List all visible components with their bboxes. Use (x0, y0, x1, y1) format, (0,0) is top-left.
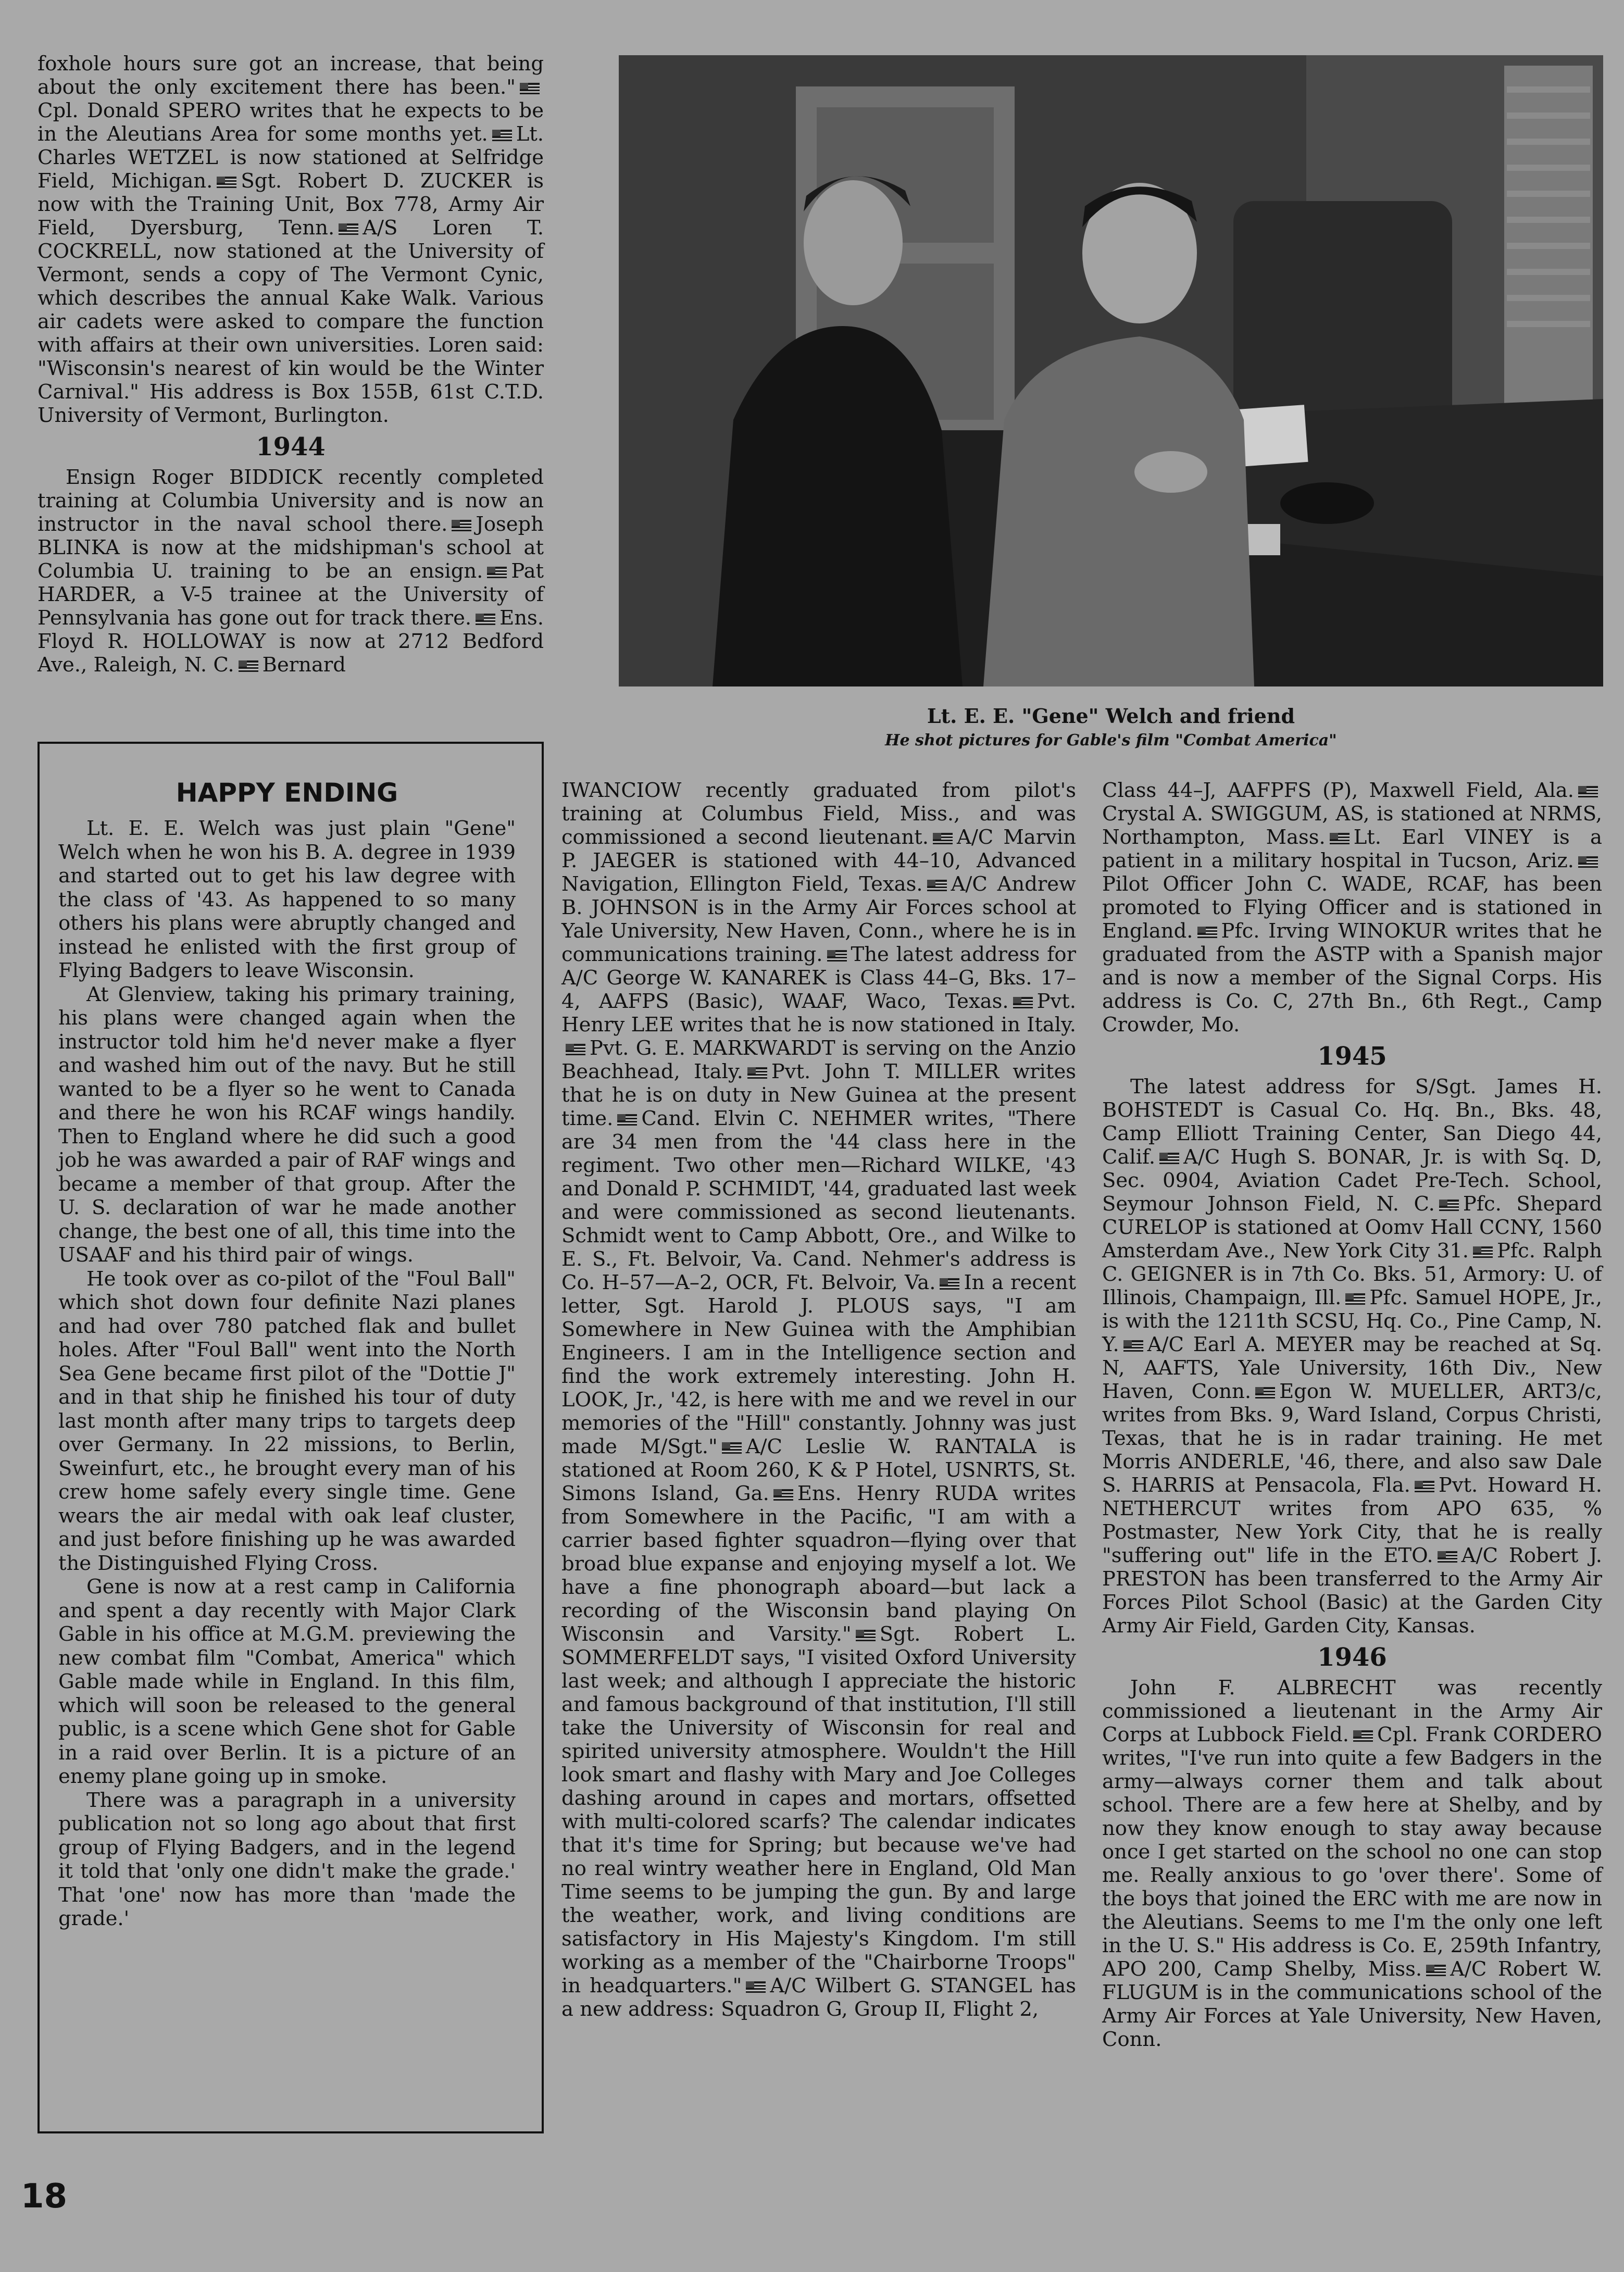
flag-icon (1415, 1481, 1434, 1492)
section-heading-1944: 1944 (256, 432, 326, 461)
flag-icon (520, 83, 540, 94)
section-heading-1945: 1945 (1317, 1042, 1387, 1071)
flag-icon (722, 1442, 742, 1454)
article-paragraph: Lt. E. E. Welch was just plain "Gene" Welch when he won his B. A. degree in 1939 and started out to get his law degree with the class of '43. As happened to so many others his plans were abruptly changed and instead he enlisted with the first group of Flying Badgers to leave Wisconsin. (58, 817, 516, 982)
col3-paragraph: Class 44–J, AAFPFS (P), Maxwell Field, Ala.Crystal A. SWIGGUM, AS, is stationed at NRMS, Northampton, Mass. Lt. Earl VINEY is a patient in a military hospital in Tucson, Ariz.Pilot Officer John C. WADE, RCAF, has been promoted to Flying Officer and is stationed in England. Pfc. Irving WINOKUR writes that he graduated from the ASTP with a Spanish major and is now a member of the Signal Corps. His address is Co. C, 27th Bn., 6th Regt., Camp Crowder, Mo. (1102, 779, 1602, 1037)
flag-icon (487, 567, 507, 578)
flag-icon (933, 833, 953, 844)
col1-paragraph: Ensign Roger BIDDICK recently completed training at Columbia University and is now an instructor in the naval school there. Joseph BLINKA is now at the midshipman's school at Columbia U. training to be an ensign. Pat HARDER, a V-5 trainee at the University of Pennsylvania has gone out for track there. Ens. Floyd R. HOLLOWAY is now at 2712 Bedford Ave., Raleigh, N. C. Bernard (38, 466, 544, 677)
flag-icon (476, 614, 495, 625)
flag-icon (492, 130, 512, 141)
flag-icon (747, 1067, 767, 1079)
flag-icon (856, 1630, 876, 1641)
photo-welch-and-gable (619, 55, 1603, 686)
article-paragraph: There was a paragraph in a university publication not so long ago about that first group of Flying Badgers, and in the legend it told that 'only one didn't make the grade.' That 'one' now has more than 'made the grade.' (58, 1788, 516, 1930)
article-paragraph: He took over as co-pilot of the "Foul Ball" which shot down four definite Nazi planes and had over 780 patched flak and bullet holes. After "Foul Ball" went into the North Sea Gene became first pilot of the "Dottie J" and in that ship he finished his tour of duty last month after many trips to targets deep over Germany. In 22 missions, to Berlin, Sweinfurt, etc., he brought every man of his crew home safely every single time. Gene wears the air medal with oak leaf cluster, and just before finishing up he was awarded the Distinguished Flying Cross. (58, 1267, 516, 1575)
flag-icon (1426, 1965, 1446, 1976)
flag-icon (1578, 856, 1598, 868)
section-heading-1946: 1946 (1317, 1643, 1387, 1672)
flag-icon (617, 1114, 637, 1126)
flag-icon (1013, 997, 1033, 1008)
flag-icon (1123, 1340, 1143, 1352)
happy-ending-article (58, 776, 516, 1931)
flag-icon (452, 520, 471, 531)
flag-icon (339, 223, 358, 235)
column-right (1102, 779, 1602, 2143)
article-paragraph: Gene is now at a rest camp in California and spent a day recently with Major Clark Gable in his office at M.G.M. previewing the new combat film "Combat, America" which Gable made while in England. In this film, which will soon be released to the general public, is a scene which Gene shot for Gable in a raid over Berlin. It is a picture of an enemy plane going up in smoke. (58, 1575, 516, 1788)
column-left-top (38, 52, 544, 729)
flag-icon (217, 177, 236, 188)
article-title: HAPPY ENDING (176, 778, 398, 808)
flag-icon (940, 1278, 959, 1290)
col3-paragraph: The latest address for S/Sgt. James H. BOHSTEDT is Casual Co. Hq. Bn., Bks. 48, Camp Elliott Training Center, San Diego 44, Calif. A/C Hugh S. BONAR, Jr. is with Sq. D, Sec. 0904, Aviation Cadet Pre-Tech. School, Seymour Johnson Field, N. C. Pfc. Shepard CURELOP is stationed at Oomv Hall CCNY, 1560 Amsterdam Ave., New York City 31. Pfc. Ralph C. GEIGNER is in 7th Co. Bks. 51, Armory: U. of Illinois, Champaign, Ill. Pfc. Samuel HOPE, Jr., is with the 1211th SCSU, Hq. Co., Pine Camp, N. Y. A/C Earl A. MEYER may be reached at Sq. N, AAFTS, Yale University, 16th Div., New Haven, Conn. Egon W. MUELLER, ART3/c, writes from Bks. 9, Ward Island, Corpus Christi, Texas, that he is in radar training. He met Morris ANDERLE, '46, there, and also saw Dale S. HARRIS at Pensacola, Fla. Pvt. Howard H. NETHERCUT writes from APO 635, % Postmaster, New York City, that he is really "suffering out" life in the ETO. A/C Robert J. PRESTON has been transferred to the Army Air Forces Pilot School (Basic) at the Garden City Army Air Field, Garden City, Kansas. (1102, 1075, 1602, 1638)
flag-icon (1159, 1153, 1179, 1164)
flag-icon (566, 1044, 585, 1055)
flag-icon (1345, 1293, 1365, 1305)
flag-icon (1197, 927, 1217, 938)
article-paragraph: At Glenview, taking his primary training, his plans were changed again when the instructor told him he'd never make a flyer and washed him out of the navy. But he still wanted to be a flyer so he went to Canada and there he won his RCAF wings handily. Then to England where he did such a good job he was awarded a pair of RAF wings and became a member of that group. After the U. S. declaration of war he made another change, the best one of all, this time into the USAAF and his third pair of wings. (58, 982, 516, 1267)
flag-icon (1473, 1246, 1493, 1258)
flag-icon (1255, 1387, 1275, 1399)
flag-icon (1439, 1200, 1459, 1211)
column-middle (561, 779, 1076, 2143)
col2-paragraph: IWANCIOW recently graduated from pilot's training at Columbus Field, Miss., and was commissioned a second lieutenant. A/C Marvin P. JAEGER is stationed with 44–10, Advanced Navigation, Ellington Field, Texas. A/C Andrew B. JOHNSON is in the Army Air Forces school at Yale University, New Haven, Conn., where he is in communications training. The latest address for A/C George W. KANAREK is Class 44–G, Bks. 17–4, AAFPS (Basic), WAAF, Waco, Texas. Pvt. Henry LEE writes that he is now stationed in Italy.Pvt. G. E. MARKWARDT is serving on the Anzio Beachhead, Italy. Pvt. John T. MILLER writes that he is on duty in New Guinea at the present time. Cand. Elvin C. NEHMER writes, "There are 34 men from the '44 class here in the regiment. Two other men—Richard WILKE, '43 and Donald P. SCHMIDT, '44, graduated last week and were commissioned as second lieutenants. Schmidt went to Camp Abbott, Ore., and Wilke to E. S., Ft. Belvoir, Va. Cand. Nehmer's address is Co. H–57—A–2, OCR, Ft. Belvoir, Va. In a recent letter, Sgt. Harold J. PLOUS says, "I am Somewhere in New Guinea with the Amphibian Engineers. I am in the Intelligence section and find the work extremely interesting. John H. LOOK, Jr., '42, is here with me and we revel in our memories of the "Hill" constantly. Johnny was just made M/Sgt." A/C Leslie W. RANTALA is stationed at Room 260, K & P Hotel, USNRTS, St. Simons Island, Ga. Ens. Henry RUDA writes from Somewhere in the Pacific, "I am with a carrier based fighter squadron—flying over that broad blue expanse and enjoying myself a lot. We have a fine phonograph aboard—but lack a recording of the Wisconsin band playing On Wisconsin and Varsity." Sgt. Robert L. SOMMERFELDT says, "I visited Oxford University last week; and although I appreciate the historic and famous background of that institution, I'll still take the University of Wisconsin for real and spirited university atmosphere. Wouldn't the Hill look smart and flashy with Mary and Joe Colleges dashing around in capes and mortars, offsetted with multi-colored scarfs? The calendar indicates that it's time for Spring; but because we've had no real wintry weather here in England, Old Man Time seems to be jumping the gun. By and large the weather, work, and living conditions are satisfactory in His Majesty's Kingdom. I'm still working as a member of the "Chairborne Troops" in headquarters." A/C Wilbert G. STANGEL has a new address: Squadron G, Group II, Flight 2, (561, 779, 1076, 2021)
flag-icon (239, 660, 258, 672)
col1-paragraph: foxhole hours sure got an increase, that being about the only excitement there has been."Cpl. Donald SPERO writes that he expects to be in the Aleutians Area for some months yet. Lt. Charles WETZEL is now stationed at Selfridge Field, Michigan. Sgt. Robert D. ZUCKER is now with the Training Unit, Box 778, Army Air Field, Dyersburg, Tenn. A/S Loren T. COCKRELL, now stationed at the University of Vermont, sends a copy of The Vermont Cynic, which describes the annual Kake Walk. Various air cadets were asked to compare the function with affairs at their own universities. Loren said: "Wisconsin's nearest of kin would be the Winter Carnival." His address is Box 155B, 61st C.T.D. University of Vermont, Burlington. (38, 52, 544, 427)
flag-icon (1438, 1551, 1457, 1563)
col3-paragraph: John F. ALBRECHT was recently commissioned a lieutenant in the Army Air Corps at Lubbock Field. Cpl. Frank CORDERO writes, "I've run into quite a few Badgers in the army—always corner them and talk about school. There are a few here at Shelby, and by now they know enough to stay away because once I get started on the school no one can stop me. Really anxious to go 'over there'. Some of the boys that joined the ERC with me are now in the Aleutians. Seems to me I'm the only one left in the U. S." His address is Co. E, 259th Infantry, APO 200, Camp Shelby, Miss. A/C Robert W. FLUGUM is in the communications school of the Army Air Forces at Yale University, New Haven, Conn. (1102, 1676, 1602, 2051)
photo-caption: Lt. E. E. "Gene" Welch and friend (927, 704, 1295, 728)
flag-icon (1353, 1730, 1373, 1742)
photo-subcaption: He shot pictures for Gable's film "Combat America" (885, 731, 1337, 750)
flag-icon (1578, 786, 1598, 797)
flag-icon (746, 1981, 766, 1993)
page-number: 18 (21, 2177, 68, 2216)
flag-icon (927, 880, 947, 891)
flag-icon (773, 1489, 793, 1501)
flag-icon (1330, 833, 1350, 844)
flag-icon (827, 950, 847, 962)
